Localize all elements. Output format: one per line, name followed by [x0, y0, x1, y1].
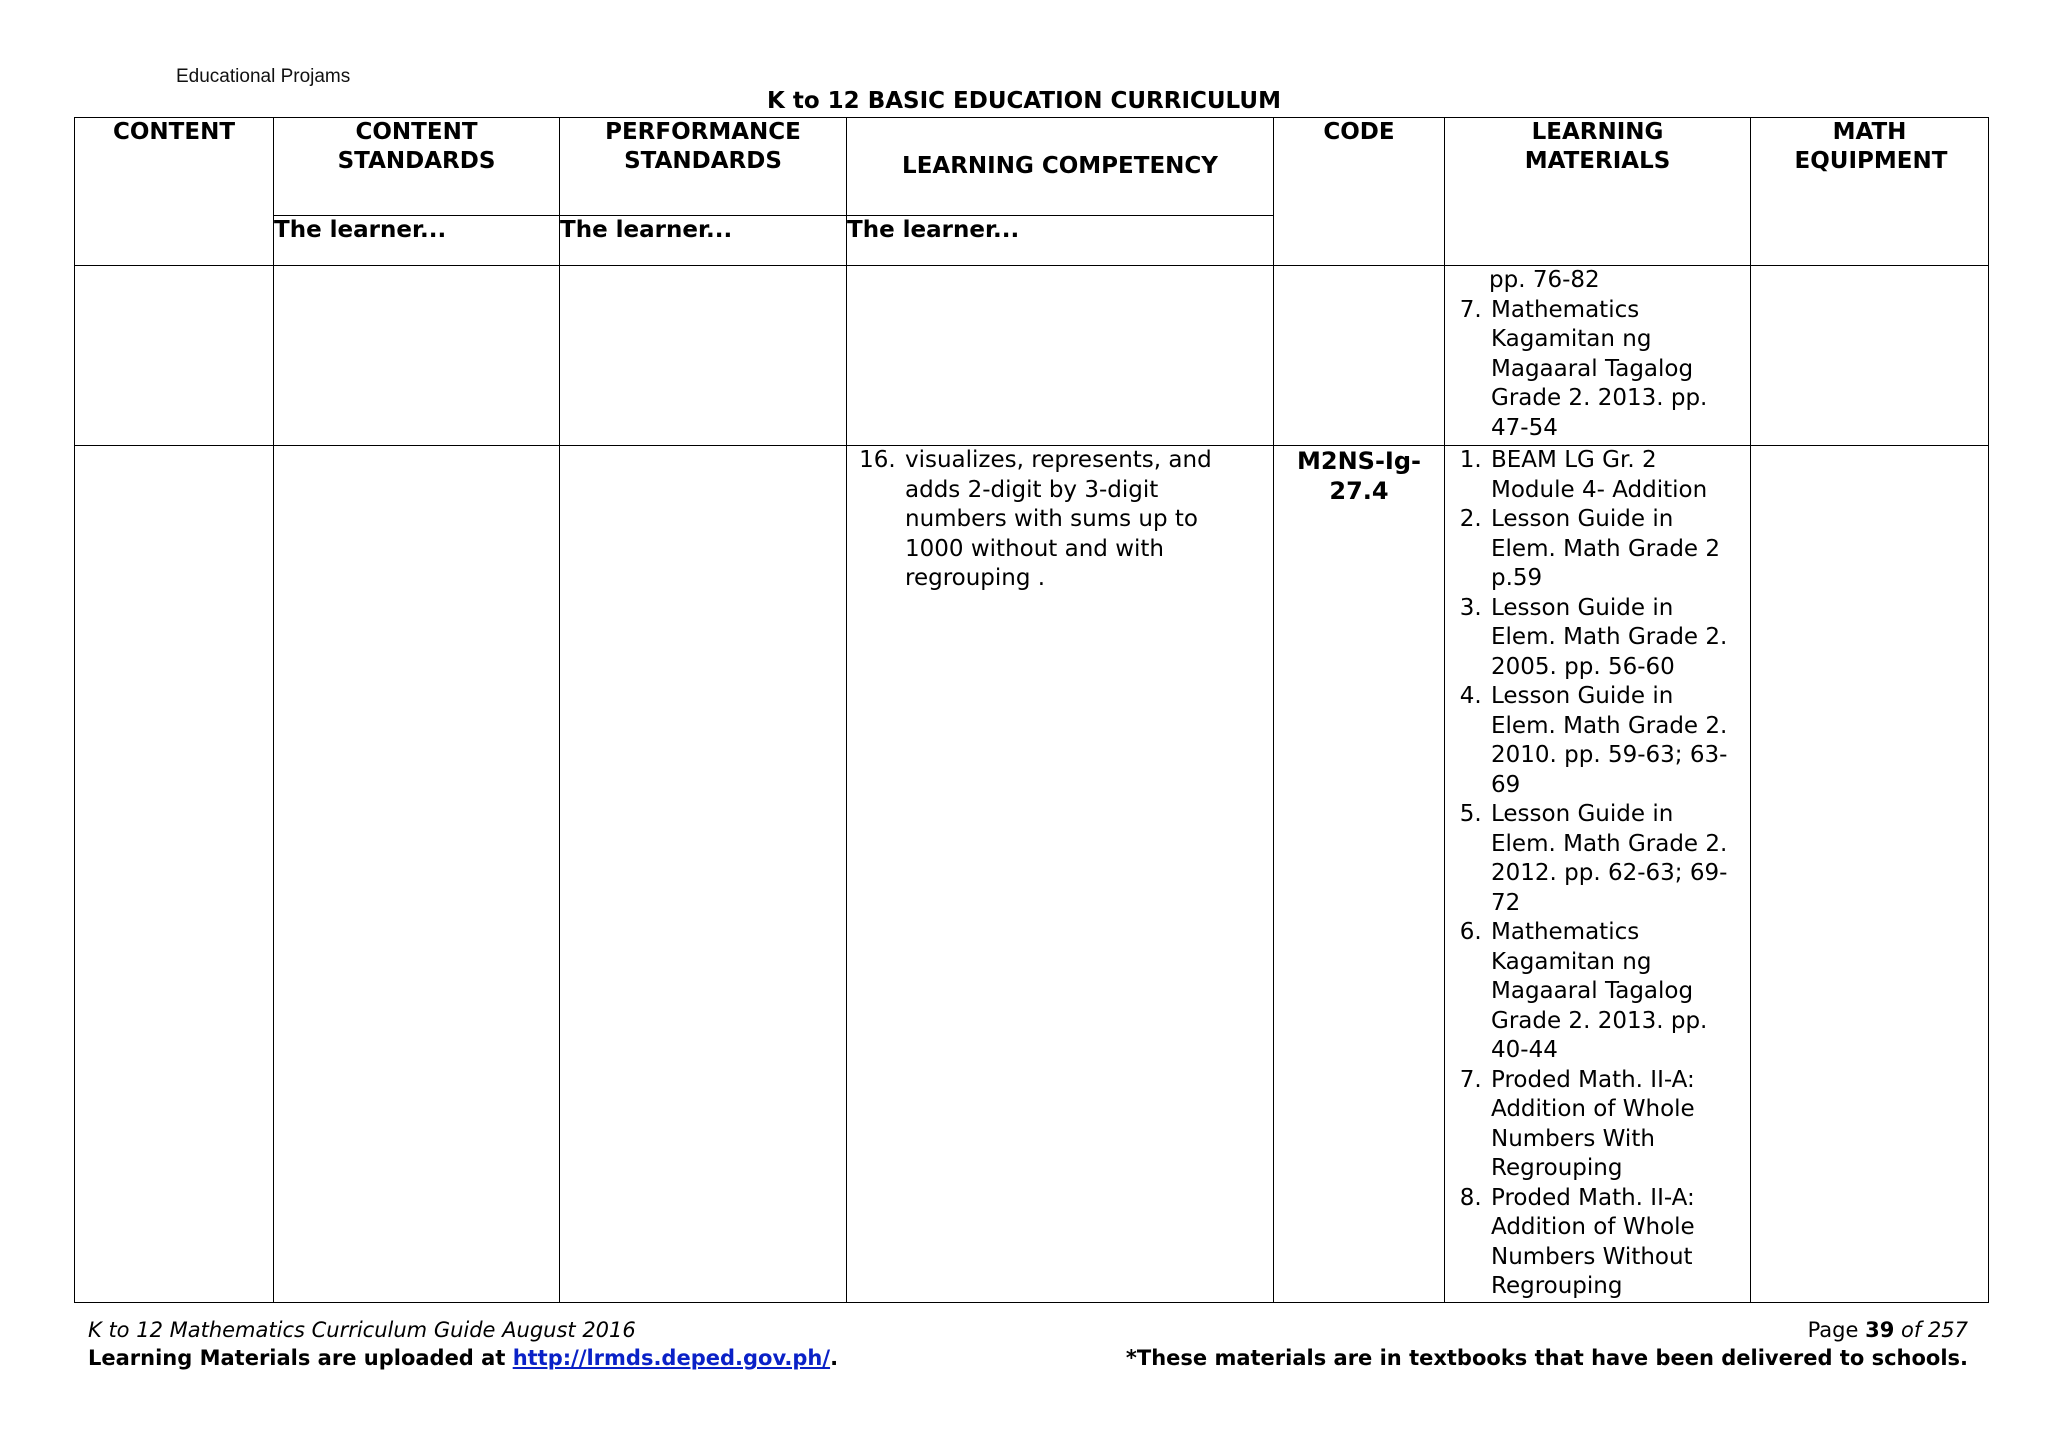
subheader-performance-standards: The learner...	[560, 216, 847, 266]
materials-list	[1445, 446, 1750, 1302]
list-item: 2. Lesson Guide in Elem. Math Grade 2 p.59	[1489, 505, 1744, 594]
lrmds-link[interactable]: http://lrmds.deped.gov.ph/	[512, 1346, 831, 1370]
cell-content-standards	[274, 446, 560, 1303]
table-row	[75, 446, 1989, 1303]
header-code: CODE	[1274, 118, 1445, 266]
list-item: 7. Proded Math. II-A: Addition of Whole Numbers With Regrouping	[1489, 1066, 1744, 1184]
watermark-text: Educational Projams	[176, 66, 351, 87]
table-row	[75, 266, 1989, 446]
cell-performance-standards	[560, 446, 847, 1303]
page-total: of 257	[1894, 1318, 1968, 1342]
header-performance-standards	[560, 118, 847, 216]
subheader-content-standards: The learner...	[274, 216, 560, 266]
subheader-learning-competency: The learner...	[847, 216, 1274, 266]
list-item: 1. BEAM LG Gr. 2 Module 4- Addition	[1489, 446, 1744, 505]
header-content-standards-label: CONTENT STANDARDS	[337, 119, 496, 174]
page-indicator	[1126, 1316, 1968, 1344]
uploaded-prefix: Learning Materials are uploaded at	[88, 1346, 513, 1370]
textbook-note: *These materials are in textbooks that have been delivered to schools.	[1125, 1346, 1968, 1370]
materials-list	[1445, 296, 1750, 444]
header-learning-competency: LEARNING COMPETENCY	[847, 118, 1274, 216]
list-item: 7. Mathematics Kagamitan ng Magaaral Tagalog Grade 2. 2013. pp. 47-54	[1489, 296, 1744, 444]
cell-learning-competency	[847, 266, 1274, 446]
header-content-standards	[274, 118, 560, 216]
header-learning-materials-label: LEARNING MATERIALS	[1524, 119, 1671, 174]
competency-code: M2NS-Ig-27.4	[1297, 447, 1421, 505]
page-number: 39	[1865, 1318, 1895, 1342]
list-item: 8. Proded Math. II-A: Addition of Whole Numbers Without Regrouping	[1489, 1184, 1744, 1302]
header-content: CONTENT	[75, 118, 274, 266]
uploaded-note	[88, 1344, 838, 1372]
cell-content-standards	[274, 266, 560, 446]
cell-content	[75, 446, 274, 1303]
cell-learning-competency	[847, 446, 1274, 1303]
guide-title: K to 12 Mathematics Curriculum Guide August 2016	[88, 1318, 636, 1342]
document-title: K to 12 BASIC EDUCATION CURRICULUM	[767, 88, 1281, 114]
header-performance-standards-label: PERFORMANCE STANDARDS	[605, 119, 801, 174]
header-math-equipment	[1751, 118, 1989, 266]
cell-performance-standards	[560, 266, 847, 446]
list-item: 4. Lesson Guide in Elem. Math Grade 2. 2010. pp. 59-63; 63-69	[1489, 682, 1744, 800]
cell-code	[1274, 266, 1445, 446]
competency-list	[847, 446, 1273, 594]
header-math-equipment-label: MATH EQUIPMENT	[1794, 119, 1948, 174]
footer-left	[88, 1316, 838, 1372]
header-learning-materials	[1445, 118, 1751, 266]
materials-continuation: pp. 76-82	[1489, 267, 1600, 293]
page-label: Page	[1807, 1318, 1866, 1342]
cell-content	[75, 266, 274, 446]
cell-learning-materials	[1445, 446, 1751, 1303]
list-item: 3. Lesson Guide in Elem. Math Grade 2. 2005. pp. 56-60	[1489, 594, 1744, 683]
curriculum-table	[74, 117, 1989, 1303]
list-item: 5. Lesson Guide in Elem. Math Grade 2. 2012. pp. 62-63; 69-72	[1489, 800, 1744, 918]
cell-math-equipment	[1751, 446, 1989, 1303]
cell-code	[1274, 446, 1445, 1303]
cell-learning-materials	[1445, 266, 1751, 446]
uploaded-suffix: .	[830, 1346, 839, 1370]
list-item: 6. Mathematics Kagamitan ng Magaaral Tagalog Grade 2. 2013. pp. 40-44	[1489, 918, 1744, 1066]
footer-right	[1126, 1316, 1968, 1372]
competency-item: 16. visualizes, represents, and adds 2-digit by 3-digit numbers with sums up to 1000 without and with regrouping .	[903, 446, 1233, 594]
cell-math-equipment	[1751, 266, 1989, 446]
header-row	[75, 118, 1989, 216]
